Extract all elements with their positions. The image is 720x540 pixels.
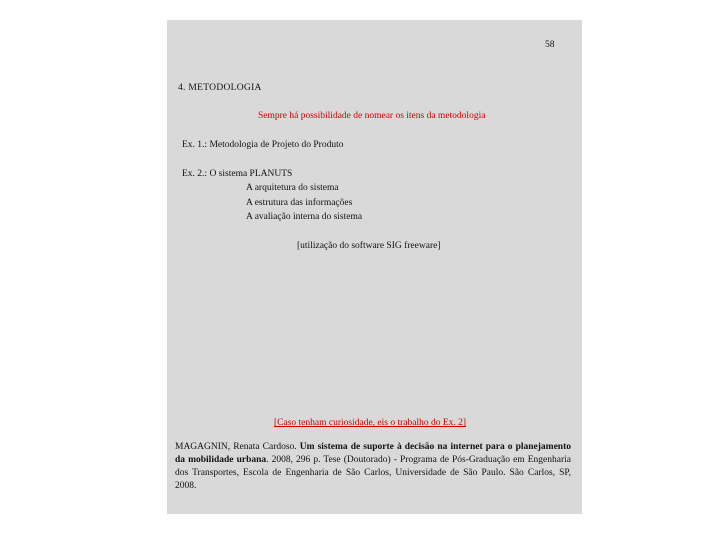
subitem-evaluation: A avaliação interna do sistema [246, 212, 363, 222]
reference-authors: MAGAGNIN, Renata Cardoso. [175, 442, 297, 452]
curiosity-link[interactable]: [Caso tenham curiosidade, eis o trabalho do Ex. 2] [274, 418, 467, 428]
subitem-structure: A estrutura das informações [246, 198, 353, 208]
software-note: [utilização do software SIG freeware] [297, 241, 441, 251]
reference-title: Um sistema de suporte à decisão na internet para o planejamento da mobilidade urbana [175, 442, 571, 465]
document-page [167, 20, 582, 514]
section-heading: 4. METODOLOGIA [178, 83, 262, 93]
red-note: Sempre há possibilidade de nomear os itens da metodologia [258, 111, 486, 121]
example-2: Ex. 2.: O sistema PLANUTS [182, 169, 293, 179]
bibliographic-reference [175, 441, 571, 493]
example-1: Ex. 1.: Metodologia de Projeto do Produto [182, 140, 344, 150]
subitem-architecture: A arquitetura do sistema [246, 183, 339, 193]
reference-details: . 2008, 296 p. Tese (Doutorado) - Programa de Pós-Graduação em Engenharia dos Transportes, Escola de Engenharia de São Carlos, Universidade de São Paulo. São Carlos, SP, 2008. [175, 455, 572, 491]
page-number: 58 [545, 40, 555, 50]
